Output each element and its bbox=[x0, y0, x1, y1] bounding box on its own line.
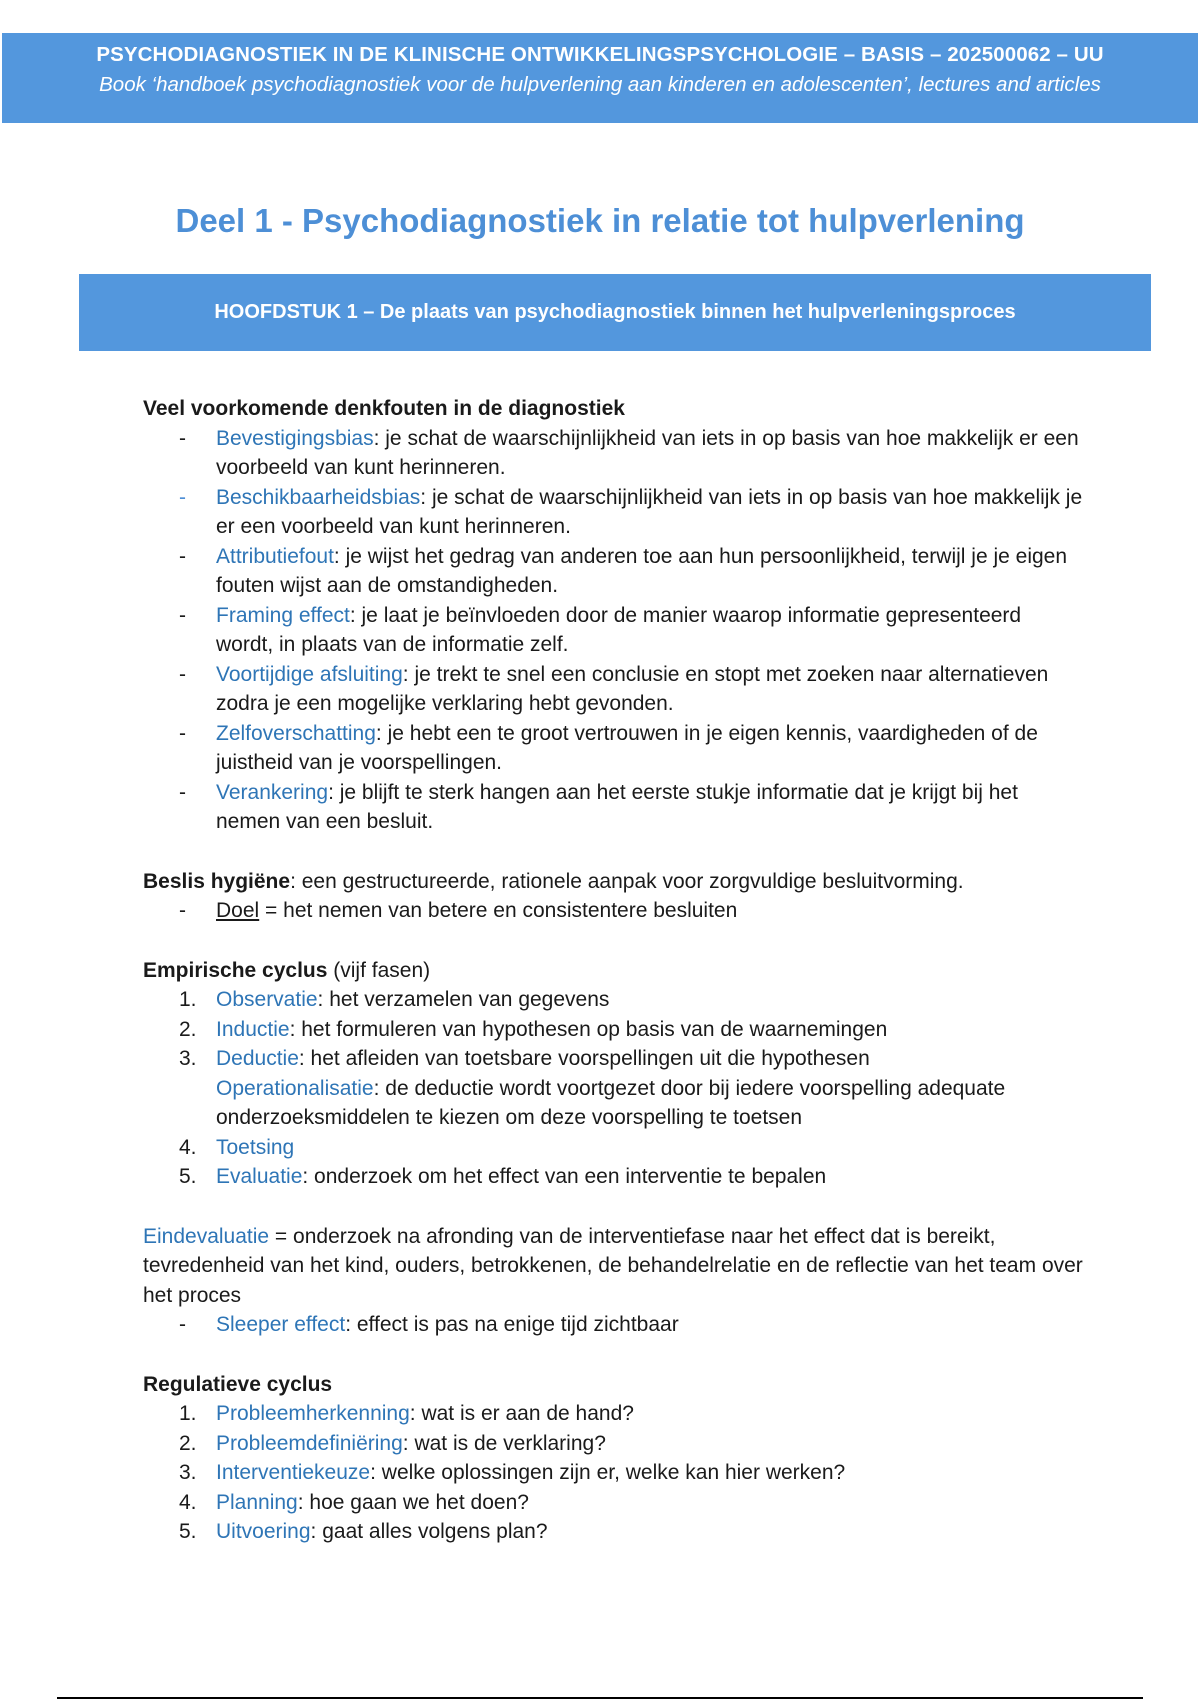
list-marker: - bbox=[179, 662, 186, 686]
list-marker: - bbox=[179, 544, 186, 568]
term: Beschikbaarheidsbias bbox=[216, 485, 421, 509]
list-marker: 1. bbox=[179, 1402, 197, 1425]
definition: : gaat alles volgens plan? bbox=[310, 1520, 548, 1543]
list-marker: - bbox=[179, 721, 186, 745]
definition: : onderzoek om het effect van een interventie te bepalen bbox=[302, 1165, 827, 1188]
list-item bbox=[143, 985, 1083, 1015]
definition: : je hebt een te groot vertrouwen in je eigen kennis, vaardigheden of de juistheid van je voorspellingen. bbox=[216, 721, 1038, 774]
term: Eindevaluatie bbox=[143, 1224, 270, 1248]
course-source: Book ‘handboek psychodiagnostiek voor de hulpverlening aan kinderen en adolescenten’, lectures and articles bbox=[99, 73, 1101, 96]
list-marker: - bbox=[179, 426, 186, 450]
list-item bbox=[143, 424, 1083, 483]
term: Operationalisatie bbox=[216, 1076, 374, 1100]
definition: = het nemen van betere en consistentere besluiten bbox=[259, 899, 738, 922]
section-title: Regulatieve cyclus bbox=[143, 1372, 333, 1396]
chapter-heading bbox=[79, 274, 1151, 351]
term: Attributiefout bbox=[216, 544, 334, 568]
list-item bbox=[143, 896, 1083, 926]
list-item bbox=[143, 483, 1083, 542]
list-marker: 4. bbox=[179, 1490, 197, 1514]
chapter-title: HOOFDSTUK 1 – De plaats van psychodiagnostiek binnen het hulpverleningsproces bbox=[214, 301, 1016, 323]
list-marker: 5. bbox=[179, 1520, 197, 1543]
list-marker: 2. bbox=[179, 1431, 197, 1455]
section-regulatieve-cyclus bbox=[143, 1370, 1083, 1547]
definition: : het afleiden van toetsbare voorspellingen uit die hypothesen bbox=[298, 1047, 870, 1070]
list-item bbox=[143, 1162, 1083, 1192]
list-item bbox=[143, 1488, 1083, 1518]
spacer bbox=[143, 1192, 1083, 1222]
beslis-line bbox=[143, 867, 1083, 897]
spacer bbox=[143, 926, 1083, 956]
list-marker: - bbox=[179, 899, 186, 922]
definition: : welke oplossingen zijn er, welke kan hier werken? bbox=[370, 1461, 846, 1484]
course-title: PSYCHODIAGNOSTIEK IN DE KLINISCHE ONTWIKKELINGSPSYCHOLOGIE – BASIS – 202500062 – UU bbox=[96, 43, 1104, 66]
section-empirische-cyclus bbox=[143, 956, 1083, 1192]
term: Verankering bbox=[216, 780, 329, 804]
course-header-banner bbox=[2, 33, 1198, 123]
term: Interventiekeuze bbox=[216, 1461, 371, 1484]
term: Voortijdige afsluiting bbox=[216, 662, 403, 686]
list-item bbox=[143, 1429, 1083, 1459]
part-title: Deel 1 - Psychodiagnostiek in relatie tot hulpverlening bbox=[175, 202, 1025, 239]
list-marker: 3. bbox=[179, 1461, 197, 1484]
term: Sleeper effect bbox=[216, 1313, 346, 1336]
document-body bbox=[143, 394, 1083, 1547]
term: Observatie bbox=[216, 988, 318, 1011]
definition: : een gestructureerde, rationele aanpak voor zorgvuldige besluitvorming. bbox=[290, 869, 964, 893]
list-item bbox=[143, 1310, 1083, 1340]
definition: = onderzoek na afronding van de interventiefase naar het effect dat is bereikt, tevredenheid van het kind, ouders, betrokkenen, de behandelrelatie en de reflectie van het team over het proces bbox=[143, 1224, 1083, 1307]
list-marker: 4. bbox=[179, 1135, 197, 1159]
term: Inductie bbox=[216, 1017, 290, 1041]
list-item bbox=[143, 1399, 1083, 1429]
section-title: Beslis hygiëne bbox=[143, 869, 291, 893]
list-item bbox=[143, 542, 1083, 601]
list-item bbox=[143, 1015, 1083, 1045]
term: Toetsing bbox=[216, 1135, 295, 1159]
definition: : het verzamelen van gegevens bbox=[317, 988, 610, 1011]
section-denkfouten bbox=[143, 394, 1083, 837]
term: Zelfoverschatting bbox=[216, 721, 376, 745]
term: Evaluatie bbox=[216, 1165, 303, 1188]
section-heading bbox=[143, 956, 1083, 986]
spacer bbox=[143, 837, 1083, 867]
term: Planning bbox=[216, 1490, 298, 1514]
term: Probleemdefiniëring bbox=[216, 1431, 403, 1455]
term: Framing effect bbox=[216, 603, 350, 627]
section-subtitle: (vijf fasen) bbox=[327, 958, 431, 982]
section-eindevaluatie bbox=[143, 1222, 1083, 1340]
list-marker: 2. bbox=[179, 1017, 197, 1041]
definition: : je schat de waarschijnlijkheid van iets in op basis van hoe makkelijk je er een voorbeeld van kunt herinneren. bbox=[216, 485, 1083, 538]
term: Uitvoering bbox=[216, 1520, 311, 1543]
list-item bbox=[143, 1074, 1083, 1133]
list-marker: - bbox=[179, 780, 186, 804]
definition: : hoe gaan we het doen? bbox=[297, 1490, 529, 1514]
list-marker: - bbox=[179, 485, 186, 509]
list-marker: 5. bbox=[179, 1165, 197, 1188]
list-item bbox=[143, 778, 1083, 837]
list-marker: - bbox=[179, 1313, 186, 1336]
definition: : je trekt te snel een conclusie en stopt met zoeken naar alternatieven zodra je een mogelijke verklaring hebt gevonden. bbox=[216, 662, 1049, 715]
eindevaluatie-paragraph bbox=[143, 1222, 1083, 1311]
section-beslis-hygiene bbox=[143, 867, 1083, 926]
definition: : je wijst het gedrag van anderen toe aan hun persoonlijkheid, terwijl je je eigen fouten wijst aan de omstandigheden. bbox=[216, 544, 1068, 597]
list-item bbox=[143, 601, 1083, 660]
definition: : wat is er aan de hand? bbox=[409, 1402, 634, 1425]
definition: : de deductie wordt voortgezet door bij iedere voorspelling adequate onderzoeksmiddelen te kiezen om deze voorspelling te toetsen bbox=[216, 1076, 1006, 1129]
definition: : het formuleren van hypothesen op basis van de waarnemingen bbox=[289, 1017, 888, 1041]
definition: : je laat je beïnvloeden door de manier waarop informatie gepresenteerd wordt, in plaats van de informatie zelf. bbox=[216, 603, 1022, 656]
footer-divider bbox=[57, 1697, 1143, 1699]
list-item bbox=[143, 1133, 1083, 1163]
list-item bbox=[143, 719, 1083, 778]
term: Deductie bbox=[216, 1047, 299, 1070]
definition: : je schat de waarschijnlijkheid van iets in op basis van hoe makkelijk er een voorbeeld van kunt herinneren. bbox=[216, 426, 1079, 479]
list-item bbox=[143, 1458, 1083, 1488]
section-title: Veel voorkomende denkfouten in de diagnostiek bbox=[143, 397, 625, 420]
list-item bbox=[143, 1517, 1083, 1547]
label: Doel bbox=[216, 899, 260, 922]
section-title: Empirische cyclus bbox=[143, 958, 328, 982]
list-marker: 3. bbox=[179, 1047, 197, 1070]
list-marker: 1. bbox=[179, 988, 197, 1011]
definition: : wat is de verklaring? bbox=[402, 1431, 606, 1455]
list-item bbox=[143, 660, 1083, 719]
list-item bbox=[143, 1044, 1083, 1074]
definition: : je blijft te sterk hangen aan het eerste stukje informatie dat je krijgt bij het nemen van een besluit. bbox=[216, 780, 1018, 833]
term: Probleemherkenning bbox=[216, 1402, 410, 1425]
definition: : effect is pas na enige tijd zichtbaar bbox=[345, 1313, 679, 1336]
spacer bbox=[143, 1340, 1083, 1370]
term: Bevestigingsbias bbox=[216, 426, 374, 450]
list-marker: - bbox=[179, 603, 186, 627]
